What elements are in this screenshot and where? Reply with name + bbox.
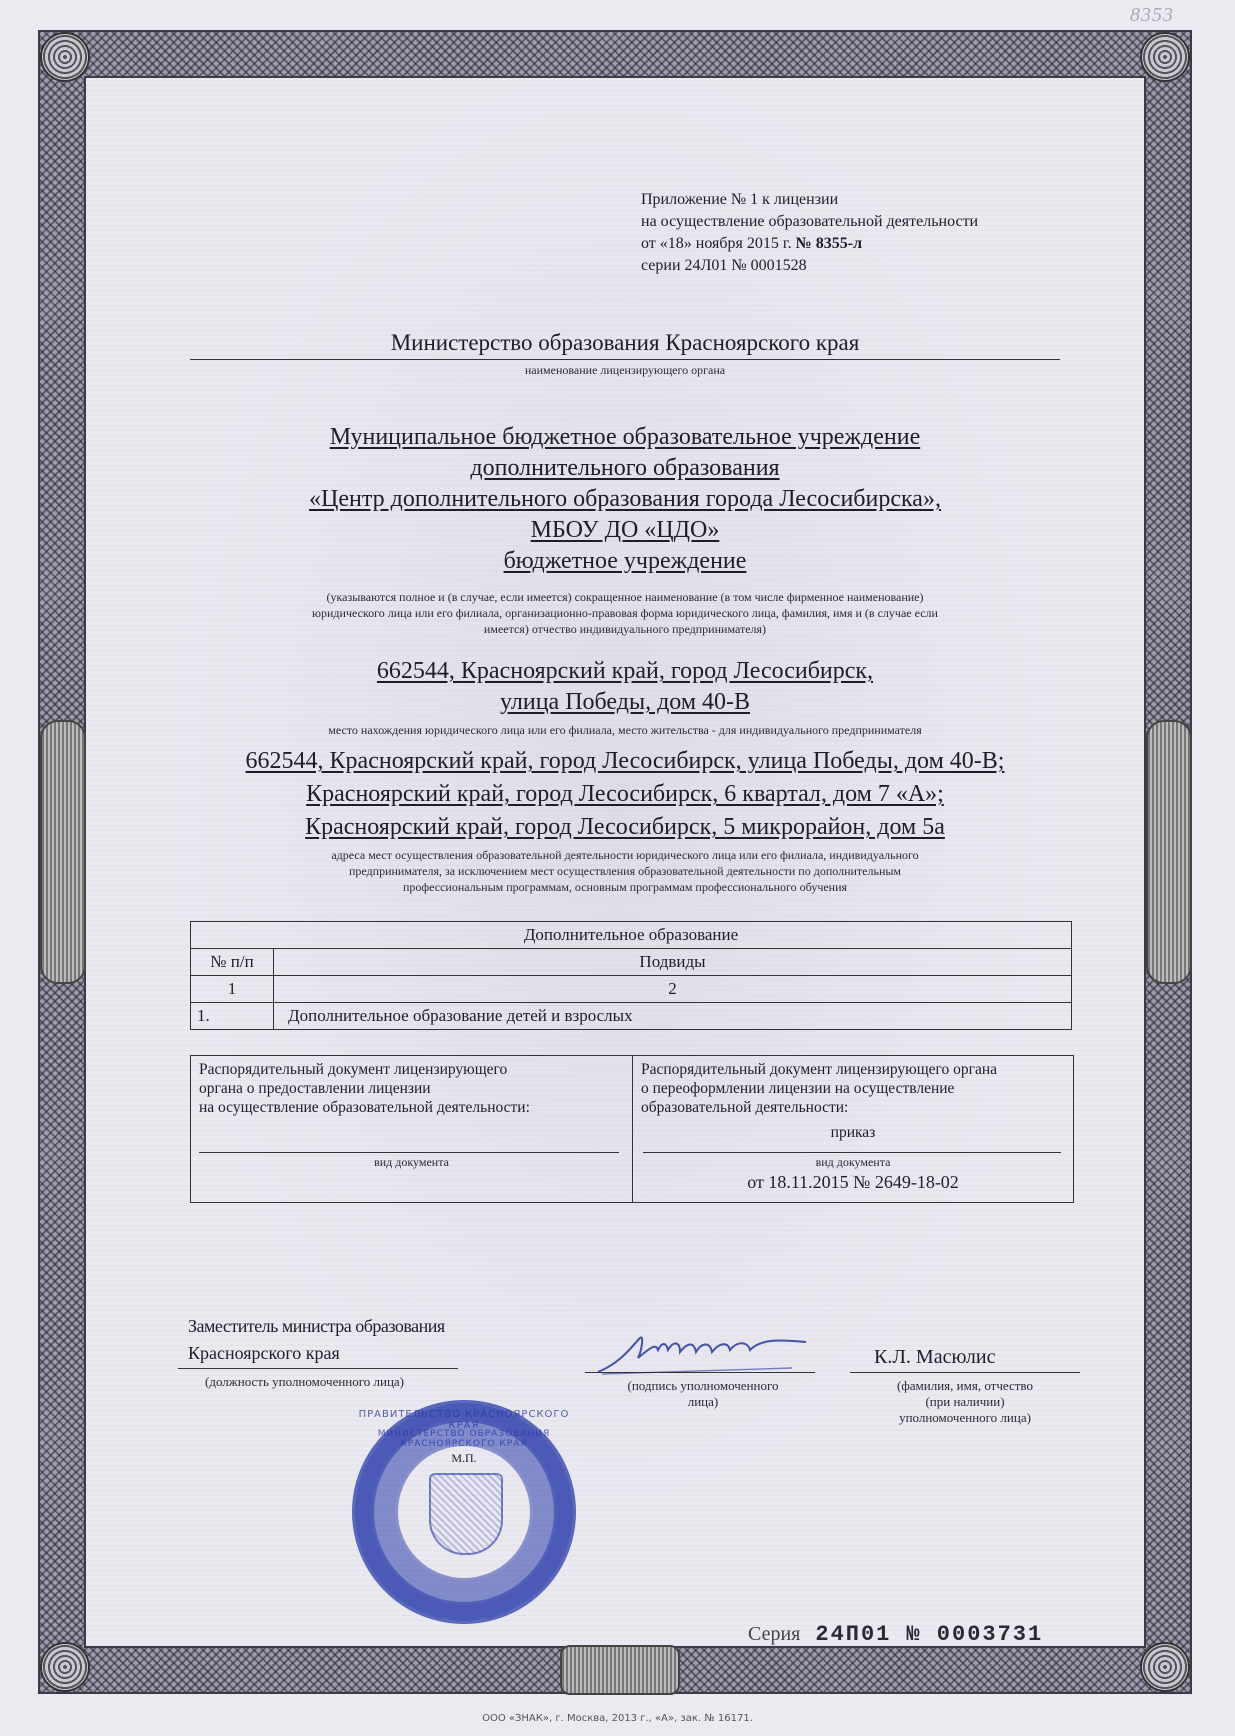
org-caption-3: имеется) отчество индивидуального предпринимателя) bbox=[483, 622, 767, 636]
activity-address-2: Красноярский край, город Лесосибирск, 6 квартал, дом 7 «А»; bbox=[306, 781, 944, 807]
row-subtype-name: Дополнительное образование детей и взрослых bbox=[274, 1003, 1072, 1030]
col-subtype-index: 2 bbox=[274, 976, 1072, 1003]
location-line-1: 662544, Красноярский край, город Лесосибирск, bbox=[376, 658, 874, 684]
grant-doc-text-2: органа о предоставлении лицензии bbox=[199, 1080, 431, 1097]
grant-doc-type-line bbox=[199, 1152, 619, 1153]
side-ornament-left bbox=[40, 720, 86, 984]
row-number: 1. bbox=[191, 1003, 274, 1030]
bottom-ornament bbox=[560, 1645, 680, 1695]
authority-caption: наименование лицензирующего органа bbox=[524, 363, 726, 377]
activity-address-3: Красноярский край, город Лесосибирск, 5 микрорайон, дом 5а bbox=[305, 814, 945, 840]
signature-caption-1: (подпись уполномоченного bbox=[627, 1378, 779, 1393]
org-name-line-2: дополнительного образования bbox=[470, 455, 780, 481]
activity-address-1: 662544, Красноярский край, город Лесосибирск, улица Победы, дом 40-В; bbox=[245, 748, 1005, 774]
table-header-row bbox=[191, 949, 1072, 976]
series-label: Серия bbox=[748, 1623, 801, 1645]
handwritten-signature bbox=[592, 1328, 812, 1378]
corner-handwritten-number: 8353 bbox=[1130, 4, 1174, 26]
table-title: Дополнительное образование bbox=[191, 922, 1072, 949]
org-caption-2: юридического лица или его филиала, организационно-правовая форма юридического лица, фамилия, имя и (в случае если bbox=[312, 606, 938, 620]
form-series bbox=[748, 1622, 1043, 1647]
reissue-doc-type-caption: вид документа bbox=[815, 1155, 891, 1169]
table-index-row bbox=[191, 976, 1072, 1003]
grant-doc-text-3: на осуществление образовательной деятельности: bbox=[199, 1099, 530, 1116]
position-caption: (должность уполномоченного лица) bbox=[205, 1374, 405, 1389]
activity-caption-3: профессиональным программам, основным программам профессионального обучения bbox=[402, 880, 848, 894]
col-subtype-header: Подвиды bbox=[274, 949, 1072, 976]
org-name-line-3: «Центр дополнительного образования города Лесосибирска», bbox=[309, 486, 941, 512]
authority-underline bbox=[190, 359, 1060, 360]
appendix-date: от «18» ноября 2015 г. bbox=[641, 235, 792, 252]
position-underline bbox=[178, 1368, 458, 1369]
printer-imprint: ООО «ЗНАК», г. Москва, 2013 г., «А», зак. № 16171. bbox=[482, 1713, 753, 1724]
reissue-doc-type-line bbox=[643, 1152, 1061, 1153]
org-short-name: МБОУ ДО «ЦДО» bbox=[530, 517, 720, 543]
reissue-doc-text-2: о переоформлении лицензии на осуществление bbox=[641, 1080, 955, 1097]
seal-inner-text: МИНИСТЕРСТВО ОБРАЗОВАНИЯ КРАСНОЯРСКОГО КРАЯ bbox=[377, 1429, 551, 1449]
appendix-line-4: серии 24Л01 № 0001528 bbox=[641, 257, 807, 274]
appendix-line-1: Приложение № 1 к лицензии bbox=[641, 191, 839, 208]
corner-ornament-icon bbox=[40, 32, 90, 82]
grant-doc-type-caption: вид документа bbox=[374, 1155, 449, 1169]
col-number-index: 1 bbox=[191, 976, 274, 1003]
signatory-position-line-1: Заместитель министра образования bbox=[188, 1316, 445, 1336]
location-caption: место нахождения юридического лица или его филиала, место жительства - для индивидуального предпринимателя bbox=[328, 723, 922, 737]
grant-document-cell bbox=[191, 1056, 632, 1202]
reissue-doc-type: приказ bbox=[830, 1124, 876, 1141]
reissue-doc-text-3: образовательной деятельности: bbox=[641, 1099, 849, 1116]
official-seal bbox=[352, 1400, 576, 1624]
corner-ornament-icon bbox=[40, 1642, 90, 1692]
signature-caption-2: лица) bbox=[687, 1394, 719, 1409]
appendix-license-number: № 8355-л bbox=[795, 235, 863, 252]
appendix-line-3 bbox=[641, 233, 978, 255]
stamp-place-mark: М.П. bbox=[451, 1451, 477, 1465]
table-title-row bbox=[191, 922, 1072, 949]
seal-outer-text: ПРАВИТЕЛЬСТВО КРАСНОЯРСКОГО КРАЯ bbox=[358, 1409, 570, 1431]
reissue-doc-reference: от 18.11.2015 № 2649-18-02 bbox=[747, 1172, 959, 1192]
grant-doc-text-1: Распорядительный документ лицензирующего bbox=[199, 1061, 508, 1078]
signatory-position-line-2: Красноярского края bbox=[188, 1343, 340, 1363]
series-number: № 0003731 bbox=[906, 1622, 1044, 1647]
corner-ornament-icon bbox=[1140, 32, 1190, 82]
reissue-doc-text-1: Распорядительный документ лицензирующего органа bbox=[641, 1061, 998, 1078]
corner-ornament-icon bbox=[1140, 1642, 1190, 1692]
reissue-document-cell bbox=[632, 1056, 1073, 1202]
col-number-header: № п/п bbox=[191, 949, 274, 976]
appendix-header bbox=[641, 189, 978, 277]
licensing-authority-name: Министерство образования Красноярского края bbox=[390, 330, 860, 355]
coat-of-arms-icon bbox=[429, 1473, 503, 1555]
side-ornament-right bbox=[1146, 720, 1192, 984]
org-name-line-1: Муниципальное бюджетное образовательное учреждение bbox=[329, 424, 921, 450]
series-code: 24П01 bbox=[815, 1622, 892, 1647]
table-row bbox=[191, 1003, 1072, 1030]
location-line-2: улица Победы, дом 40-В bbox=[499, 689, 751, 715]
activity-caption-1: адреса мест осуществления образовательной деятельности юридического лица или его филиала, индивидуального bbox=[331, 848, 919, 862]
signature-underline bbox=[585, 1372, 815, 1373]
signatory-name: К.Л. Масюлис bbox=[874, 1346, 996, 1368]
name-caption-1: (фамилия, имя, отчество bbox=[897, 1378, 1033, 1393]
activity-caption-2: предпринимателя, за исключением мест осуществления образовательной деятельности по дополнительным bbox=[348, 864, 902, 878]
org-caption-1: (указываются полное и (в случае, если имеется) сокращенное наименование (в том числе фирменное наименование) bbox=[326, 590, 924, 604]
name-caption-3: уполномоченного лица) bbox=[899, 1410, 1031, 1425]
name-underline bbox=[850, 1372, 1080, 1373]
name-caption-2: (при наличии) bbox=[925, 1394, 1005, 1409]
org-legal-form: бюджетное учреждение bbox=[503, 548, 747, 574]
appendix-line-2: на осуществление образовательной деятельности bbox=[641, 213, 979, 230]
administrative-documents-block bbox=[190, 1055, 1074, 1203]
education-subtypes-table bbox=[190, 921, 1072, 1030]
